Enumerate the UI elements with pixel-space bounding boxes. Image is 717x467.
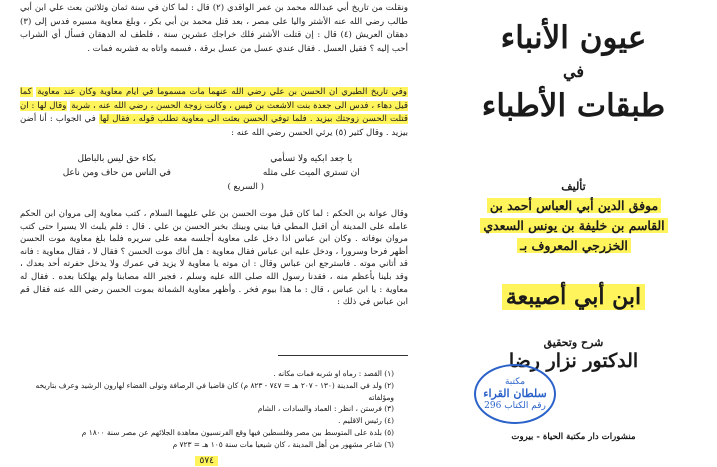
verse-hemistich: في الناس من حاف ومن ناعل [62,168,171,178]
stamp-bottom: رقم الكتاب 296 [484,401,546,411]
left-page [14,0,414,467]
verse-row [34,152,394,166]
author-known-as-text: ابن أبي أصيبعة [502,284,645,310]
library-stamp [474,364,556,424]
author-known-as [430,284,717,310]
verse-hemistich: بكاء حق ليس بالباطل [77,154,157,164]
footnotes [22,368,394,451]
highlighted-line-2: كما قيل دهاء ، فدس الى جعدة بنت الاشعث بن قيس ، وكانت زوجة الحسن ، رضي الله عنه ، شربة [20,87,409,111]
editor-label: شرح وتحقيق [543,336,604,349]
editor-name: الدكتور نزار رضا [508,350,639,372]
verse-hemistich: يا جعد ابكيه ولا تسأمي [270,154,353,164]
book-title-line1: عيون الأنباء [500,20,647,56]
author-label: تأليف [561,180,586,193]
footnote: (٤) رئيس الاقليم . [338,416,394,426]
footnote: (٦) شاعر مشهور من أهل المدينة ، كان شيعيا مات سنة ١٠٥ هـ = ٧٢٣ م [172,439,394,449]
book-title-connector: في [563,62,584,81]
paragraph-intro: ونقلت من تاريخ أبي عبدالله محمد بن عمر الواقدي (٢) قال : لما كان في سنة ثمان وثلاثين بعث علي ابن أبي طالب رضي الله عنه الأشتر واليا على مصر ، بعد قتل محمد بن أبي بكر ، وبلغ معاوية مسيره فدس إلى (٣) دهقان العريش (٤) قال : إن قتلت الأشتر فلك خراجك عشرين سنة ، فلطف له الدهقان فسأل أي الشراب أحب إليه ؟ فقيل العسل . فقال عندي عسل من عسل برقة ، فسمه واتاه به فشربه فمات . [20,3,408,54]
title-page [430,0,717,467]
paragraph-tail: في الجواب : أنا أضن بيزيد . وقال كثير (٥) يرثي الحسن رضي الله عنه : [20,114,408,138]
author-name [454,196,694,256]
footnote: (٣) فرستن ، انظر : العماد والسادات ، الشام [257,404,394,414]
poem-meter: ( السريع ) [227,182,264,192]
stamp-top: مكتبة [504,377,526,387]
footnote: (١) القصد : رماه او شربه فمات مكانه . [273,369,394,378]
author-line: موفق الدين أبي العباس أحمد بن [487,198,661,213]
paragraph-main: وقال عوانة بن الحكم : لما كان قبل موت الحسن بن علي عليهما السلام ، كتب معاوية إلى مروان ابن الحكم عامله على المدينة أن اقبل المطي فيا بيني وبينك بخبر الحسن بن علي . قال : فلم يلبث الا يسيرا حتى كتب مروان بوفاته . وكان ابن عباس اذا دخل على معاوية أجلسه معه على سريره فلما بلغ معاوية موت الحسن أظهر فرحا وسرورا ، ودخل عليه ابن عباس فقال معاوية : هل أتاك موت الحسن ؟ فقال لا ، فقال معاوية : فانه قد أتاني موته . فاسترجع ابن عباس وقال : ان موته يا معاوية لا يزيد في عمرك ولا يدخل حفرته أحد بعدك ، وقد بلينا بأعظم منه ، فقدنا رسول الله صلى الله عليه وسلم ، فجبر الله مصابنا ولم يهلكنا بعده . فقال له معاوية : يا ابن عباس ، قال : ما هذا بيوم فخر . وأظهر معاوية الشماتة بموت الحسن رضي الله عنه فقال قم ابن عباس في ذلك : [20,209,408,308]
footnote-divider [278,355,408,356]
footnote: (٥) بلدة على المتوسط بين مصر وفلسطين فيها وقع الفرنسيون معاهدة الجلائهم عن مصر سنة ١٨٠٠ م [81,427,394,437]
paragraph-highlighted [20,86,408,140]
page-number: ٥٧٤ [195,456,218,466]
verse-hemistich: ان تستري الميت على مثله [262,168,360,178]
highlighted-line-1: وفي تاريخ الطبري ان الحسن بن علي رضي الله عنهما مات مسموما في ايام معاوية وكان عند معاوية [37,87,407,97]
highlighted-line-3: وقال لها : ان قتلت الحسن زوجتك بيزيد . فلما توفي الحسن بعثت الى معاوية تطلب قوله ، فقال لها [20,100,408,124]
author-line: الخزرجي المعروف بـ [517,238,631,253]
verse-row [34,166,394,180]
stamp-middle: سلطان القراء [483,387,547,400]
book-title-line2: طبقات الأطباء [481,88,666,124]
publisher: منشورات دار مكتبة الحياة - بيروت [511,432,636,442]
poem-verses [34,152,394,180]
author-line: القاسم بن خليفة بن يونس السعدي [480,218,667,233]
footnote: (٢) ولد في المدينة (١٣٠ - ٢٠٧ هـ = ٧٤٧ - ٨٢٣ م) كان قاضيا في الرصافة وتولى القضاء لهارون الرشيد وعرف بتاريخه ومؤلفاته [35,380,394,402]
